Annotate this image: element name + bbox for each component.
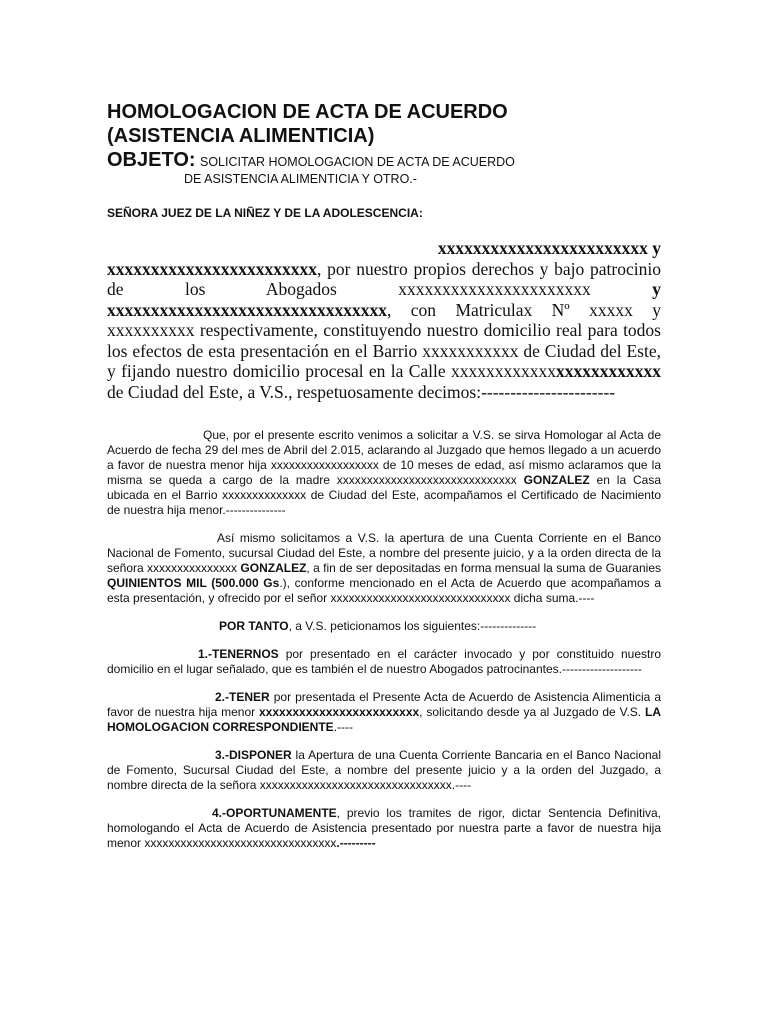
p2-bold-2: QUINIENTOS MIL (500.000 Gs (107, 576, 280, 590)
p2-text-3: .), conforme mencionado en el Acta de Acuerdo que acompañamos a esta presentación, y ofrecido por el señor xxxxxxxxxxxxxxxxxxxxxxxxxxxxxx dicha suma.---- (107, 576, 662, 605)
intro-name-2: xxxxxxxxxxxxxxxxxxxxxxxx (107, 258, 317, 279)
intro-name-4: xxxxxxxxxxxx (556, 361, 661, 381)
item-3 (107, 748, 661, 793)
paragraph-por-tanto (107, 619, 661, 634)
intro-name-1: xxxxxxxxxxxxxxxxxxxxxxxx y (437, 238, 661, 258)
item-4 (107, 806, 661, 851)
portanto-text: , a V.S. peticionamos los siguientes:-------------- (288, 619, 537, 633)
document-page (107, 100, 661, 851)
item3-text: la Apertura de una Cuenta Corriente Bancaria en el Banco Nacional de Fomento, Sucursal Ciudad del Este, a nombre del presente juicio y a la orden del Juzgado, a nombre directa de la señora xxxxxxxxxxxxxxxxxxxxxxxxxxxxxxxx.---- (107, 748, 661, 792)
p1-bold-1: GONZALEZ (523, 473, 590, 487)
paragraph-cuenta (107, 531, 661, 606)
item-2 (107, 690, 661, 735)
title-line-1: HOMOLOGACION DE ACTA DE ACUERDO (107, 101, 508, 123)
intro-name-3: xxxxxxxxxxxxxxxxxxxxxxxxxxxxxxxx (107, 299, 387, 320)
item4-bold-1: 4.-OPORTUNAMENTE (212, 806, 337, 820)
intro-text-3: de Ciudad del Este, a V.S., respetuosamente decimos:----------------------- (107, 381, 616, 402)
item2-bold-3: LA HOMOLOGACION CORRESPONDIENTE (107, 705, 661, 734)
p2-text-1: Así mismo solicitamos a V.S. la apertura de una Cuenta Corriente en el Banco Nacional de Fomento, sucursal Ciudad del Este, a nombre del presente juicio, y a la orden directa de la señora xxxxxxxxxxxxxxx (107, 531, 661, 575)
item2-text-3: .---- (333, 720, 354, 734)
intro-paragraph (107, 238, 661, 402)
p1-text-2: en la Casa ubicada en el Barrio xxxxxxxxxxxxxx de Ciudad del Este, acompañamos el Certificado de Nacimiento de nuestra hija menor.--------------- (107, 473, 662, 517)
item3-bold: 3.-DISPONER (215, 748, 292, 762)
objeto-label: OBJETO: (107, 149, 196, 171)
intro-y: y (652, 279, 661, 299)
portanto-bold: POR TANTO (219, 619, 289, 633)
objeto-text-1: SOLICITAR HOMOLOGACION DE ACTA DE ACUERDO (200, 155, 515, 169)
item1-bold: 1.-TENERNOS (198, 647, 279, 661)
objeto-text-2: DE ASISTENCIA ALIMENTICIA Y OTRO.- (184, 172, 417, 186)
item1-text: por presentado en el carácter invocado y por constituido nuestro domicilio en el lugar señalado, que es también el de nuestro Abogados patrocinantes.-------------------- (107, 647, 661, 676)
paragraph-homologar (107, 428, 661, 518)
p2-text-2: , a fin de ser depositadas en forma mensual la suma de Guaranies (306, 561, 661, 575)
title-line-2: (ASISTENCIA ALIMENTICIA) (107, 125, 375, 147)
p1-text-1: Que, por el presente escrito venimos a solicitar a V.S. se sirva Homologar al Acta de Acuerdo de fecha 29 del mes de Abril del 2.015, aclarando al Juzgado que hemos llegado a un acuerdo a favor de nuestra menor hija xxxxxxxxxxxxxxxxxx de 10 meses de edad, así mismo aclaramos que la misma se queda a cargo de la madre xxxxxxxxxxxxxxxxxxxxxxxxxxxxxx (107, 428, 661, 487)
item4-text: , previo los tramites de rigor, dictar Sentencia Definitiva, homologando el Acta de Acuerdo de Asistencia presentado por nuestra parte a favor de nuestra hija menor xxxxxxxxxxxxxxxxxxxxxxxxxxxxxxxx (107, 806, 661, 850)
addressee-heading: SEÑORA JUEZ DE LA NIÑEZ Y DE LA ADOLESCENCIA: (107, 206, 423, 220)
item2-text-2: , solicitando desde ya al Juzgado de V.S. (419, 705, 645, 719)
intro-text-1: , por nuestro propios derechos y bajo patrocinio de los Abogados xxxxxxxxxxxxxxxxxxxxxx (107, 258, 661, 299)
item2-bold-1: 2.-TENER (215, 690, 270, 704)
item2-text-1: por presentada el Presente Acta de Acuerdo de Asistencia Alimenticia a favor de nuestra hija menor (107, 690, 661, 719)
objeto-block (107, 150, 661, 186)
item4-bold-2: .--------- (336, 836, 376, 850)
item-1 (107, 647, 661, 677)
item2-bold-2: xxxxxxxxxxxxxxxxxxxxxxxx (259, 705, 420, 719)
document-title (107, 100, 661, 148)
p2-bold-1: GONZALEZ (240, 561, 307, 575)
intro-text-2: , con Matriculax Nº xxxxx y xxxxxxxxxx respectivamente, constituyendo nuestro domicilio real para todos los efectos de esta presentación en el Barrio xxxxxxxxxxx de Ciudad del Este, y fijando nuestro domicilio procesal en la Calle xxxxxxxxxxxx (107, 299, 661, 381)
